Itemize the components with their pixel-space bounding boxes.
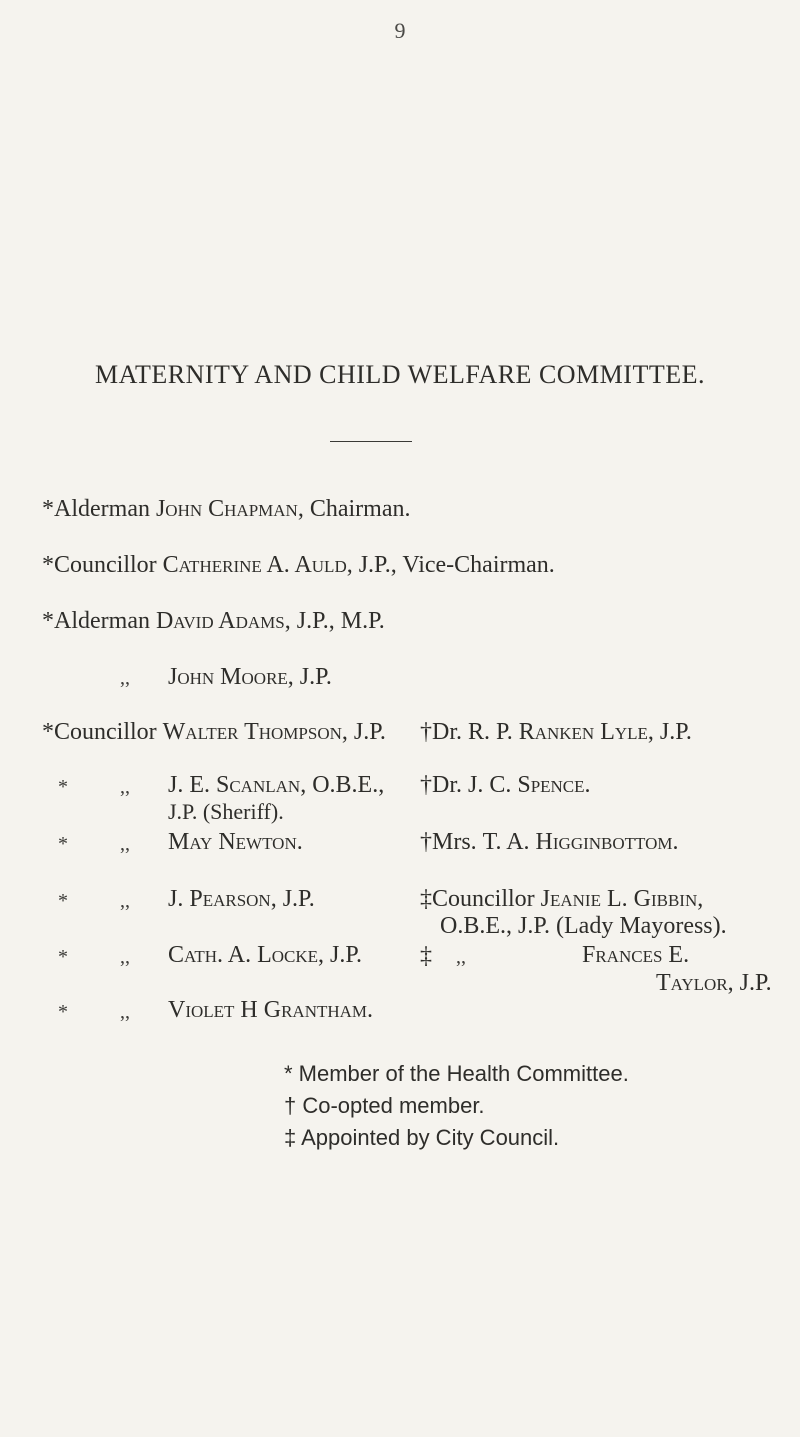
member-role: , J.P. <box>287 664 332 690</box>
member-prefix: ‡Councillor <box>420 886 541 912</box>
member-vice-chairman <box>42 552 555 579</box>
member-name: Walter Thompson <box>162 719 342 745</box>
double-dagger-mark: ‡ <box>420 943 432 969</box>
member-gibbin <box>420 886 703 913</box>
legend-health-committee: * Member of the Health Committee. <box>284 1061 629 1086</box>
member-prefix: *Alderman <box>42 608 156 634</box>
asterisk-mark: * <box>58 1001 68 1023</box>
member-prefix: *Alderman <box>42 496 156 522</box>
ditto-mark: ,, <box>120 776 130 798</box>
member-role: , J.P., Vice-Chairman. <box>346 552 555 578</box>
member-name: R. P. Ranken Lyle <box>468 719 648 745</box>
legend-city-council: ‡ Appointed by City Council. <box>284 1125 560 1150</box>
member-name: May Newton <box>168 829 297 855</box>
ditto-mark: ,, <box>120 833 130 855</box>
member-name: J. C. Spence <box>468 772 585 798</box>
member-spence <box>420 772 591 799</box>
member-chairman <box>42 496 410 523</box>
member-name: Taylor <box>656 970 728 996</box>
member-prefix: †Dr. <box>420 719 468 745</box>
member-adams <box>42 608 385 635</box>
member-gibbin-line2: O.B.E., J.P. (Lady Mayoress). <box>440 913 727 939</box>
member-grantham <box>168 997 373 1024</box>
member-lyle <box>420 719 692 746</box>
member-name: J. E. Scanlan <box>168 772 301 798</box>
member-name: David Adams <box>155 608 285 634</box>
member-higginbottom <box>420 829 679 856</box>
ditto-mark: ,, <box>456 946 466 968</box>
member-taylor: Frances E. <box>582 942 690 968</box>
member-role: , O.B.E., <box>300 772 385 798</box>
member-pearson <box>168 886 315 913</box>
member-scanlan-line2: J.P. (Sheriff). <box>168 799 284 824</box>
asterisk-mark: * <box>58 776 68 798</box>
member-moore <box>168 664 332 691</box>
member-role: , J.P. <box>647 719 692 745</box>
member-name: Violet H Grantham <box>168 997 368 1023</box>
member-role: . <box>584 772 591 798</box>
member-name: J. Pearson <box>168 886 271 912</box>
member-prefix: *Councillor <box>42 719 163 745</box>
asterisk-mark: * <box>58 946 68 968</box>
member-role: , J.P. <box>318 942 363 968</box>
legend-co-opted: † Co-opted member. <box>284 1093 485 1118</box>
member-thompson <box>42 719 386 746</box>
member-scanlan <box>168 772 384 799</box>
page-title: MATERNITY AND CHILD WELFARE COMMITTEE. <box>95 360 705 389</box>
member-prefix: *Councillor <box>42 552 163 578</box>
ditto-mark: ,, <box>120 1001 130 1023</box>
ditto-mark: ,, <box>120 667 130 689</box>
member-role: , <box>697 886 704 912</box>
ditto-mark: ,, <box>120 946 130 968</box>
asterisk-mark: * <box>58 833 68 855</box>
member-role: . <box>672 829 679 855</box>
member-name: Jeanie L. Gibbin <box>540 886 698 912</box>
member-taylor-line2 <box>656 970 772 997</box>
member-role: , J.P., M.P. <box>284 608 385 634</box>
asterisk-mark: * <box>58 890 68 912</box>
member-name: John Moore <box>168 664 288 690</box>
ditto-mark: ,, <box>120 890 130 912</box>
member-role: , J.P. <box>727 970 772 996</box>
member-newton <box>168 829 303 856</box>
member-prefix: †Mrs. <box>420 829 483 855</box>
member-name: Catherine A. Auld <box>162 552 347 578</box>
title-divider <box>330 441 412 442</box>
member-role: , J.P. <box>341 719 386 745</box>
member-locke <box>168 942 362 969</box>
member-prefix: †Dr. <box>420 772 468 798</box>
member-role: , J.P. <box>270 886 315 912</box>
member-name: John Chapman <box>155 496 298 522</box>
member-role: . <box>367 997 374 1023</box>
member-role: , Chairman. <box>297 496 411 522</box>
member-name: Cath. A. Locke <box>168 942 319 968</box>
member-name: T. A. Higginbottom <box>482 829 673 855</box>
page-number: 9 <box>394 18 406 43</box>
member-role: . <box>296 829 303 855</box>
